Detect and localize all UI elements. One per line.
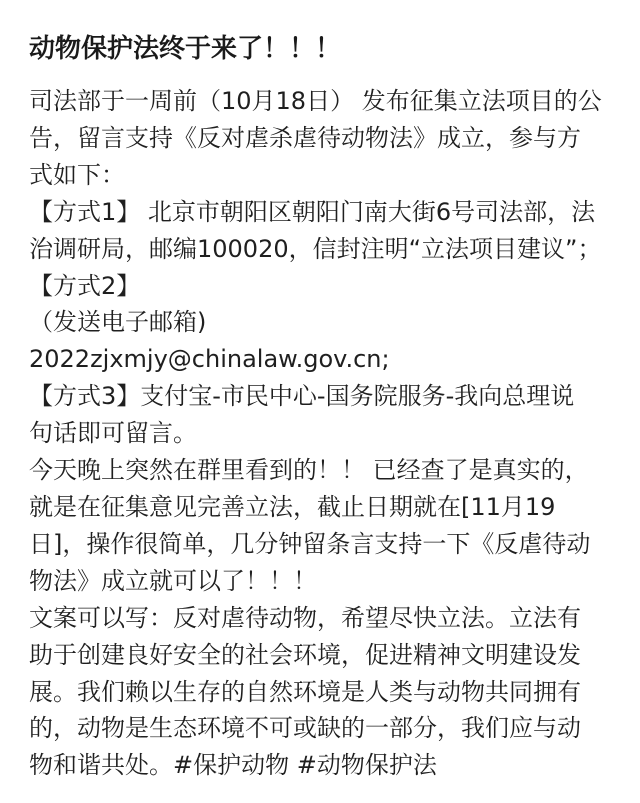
body-line: 助于创建良好安全的社会环境，促进精神文明建设发: [29, 640, 581, 669]
body-line: 就是在征集意见完善立法，截止日期就在[11月19: [29, 492, 556, 521]
body-line: 【方式3】支付宝-市民中心-国务院服务-我向总理说: [29, 382, 575, 411]
body-line: 【方式2】: [29, 271, 141, 300]
post-body: [29, 83, 619, 784]
body-line: 告，留言支持《反对虐杀虐待动物法》成立，参与方: [29, 123, 581, 152]
body-line: 治调研局，邮编100020，信封注明“立法项目建议”；: [29, 234, 602, 263]
hashtags-line: 物和谐共处。#保护动物 #动物保护法: [29, 751, 437, 780]
body-line: 日]，操作很简单，几分钟留条言支持一下《反虐待动: [29, 529, 591, 558]
body-line: 式如下：: [29, 160, 125, 189]
body-line: （发送电子邮箱): [29, 308, 207, 337]
body-line: 文案可以写：反对虐待动物，希望尽快立法。立法有: [29, 603, 581, 632]
body-line: 句话即可留言。: [29, 419, 197, 448]
body-line: 【方式1】 北京市朝阳区朝阳门南大街6号司法部，法: [29, 197, 596, 226]
body-line: 物法》成立就可以了！！！: [29, 566, 317, 595]
body-line: 今天晚上突然在群里看到的！！ 已经查了是真实的，: [29, 456, 589, 485]
post-title: 动物保护法终于来了！！！: [29, 34, 342, 64]
body-line: 司法部于一周前（10月18日） 发布征集立法项目的公: [29, 87, 602, 115]
email-address: 2022zjxmjy@chinalaw.gov.cn;: [29, 345, 390, 374]
body-line: 展。我们赖以生存的自然环境是人类与动物共同拥有: [29, 677, 581, 706]
body-line: 的，动物是生态环境不可或缺的一部分，我们应与动: [29, 714, 581, 743]
